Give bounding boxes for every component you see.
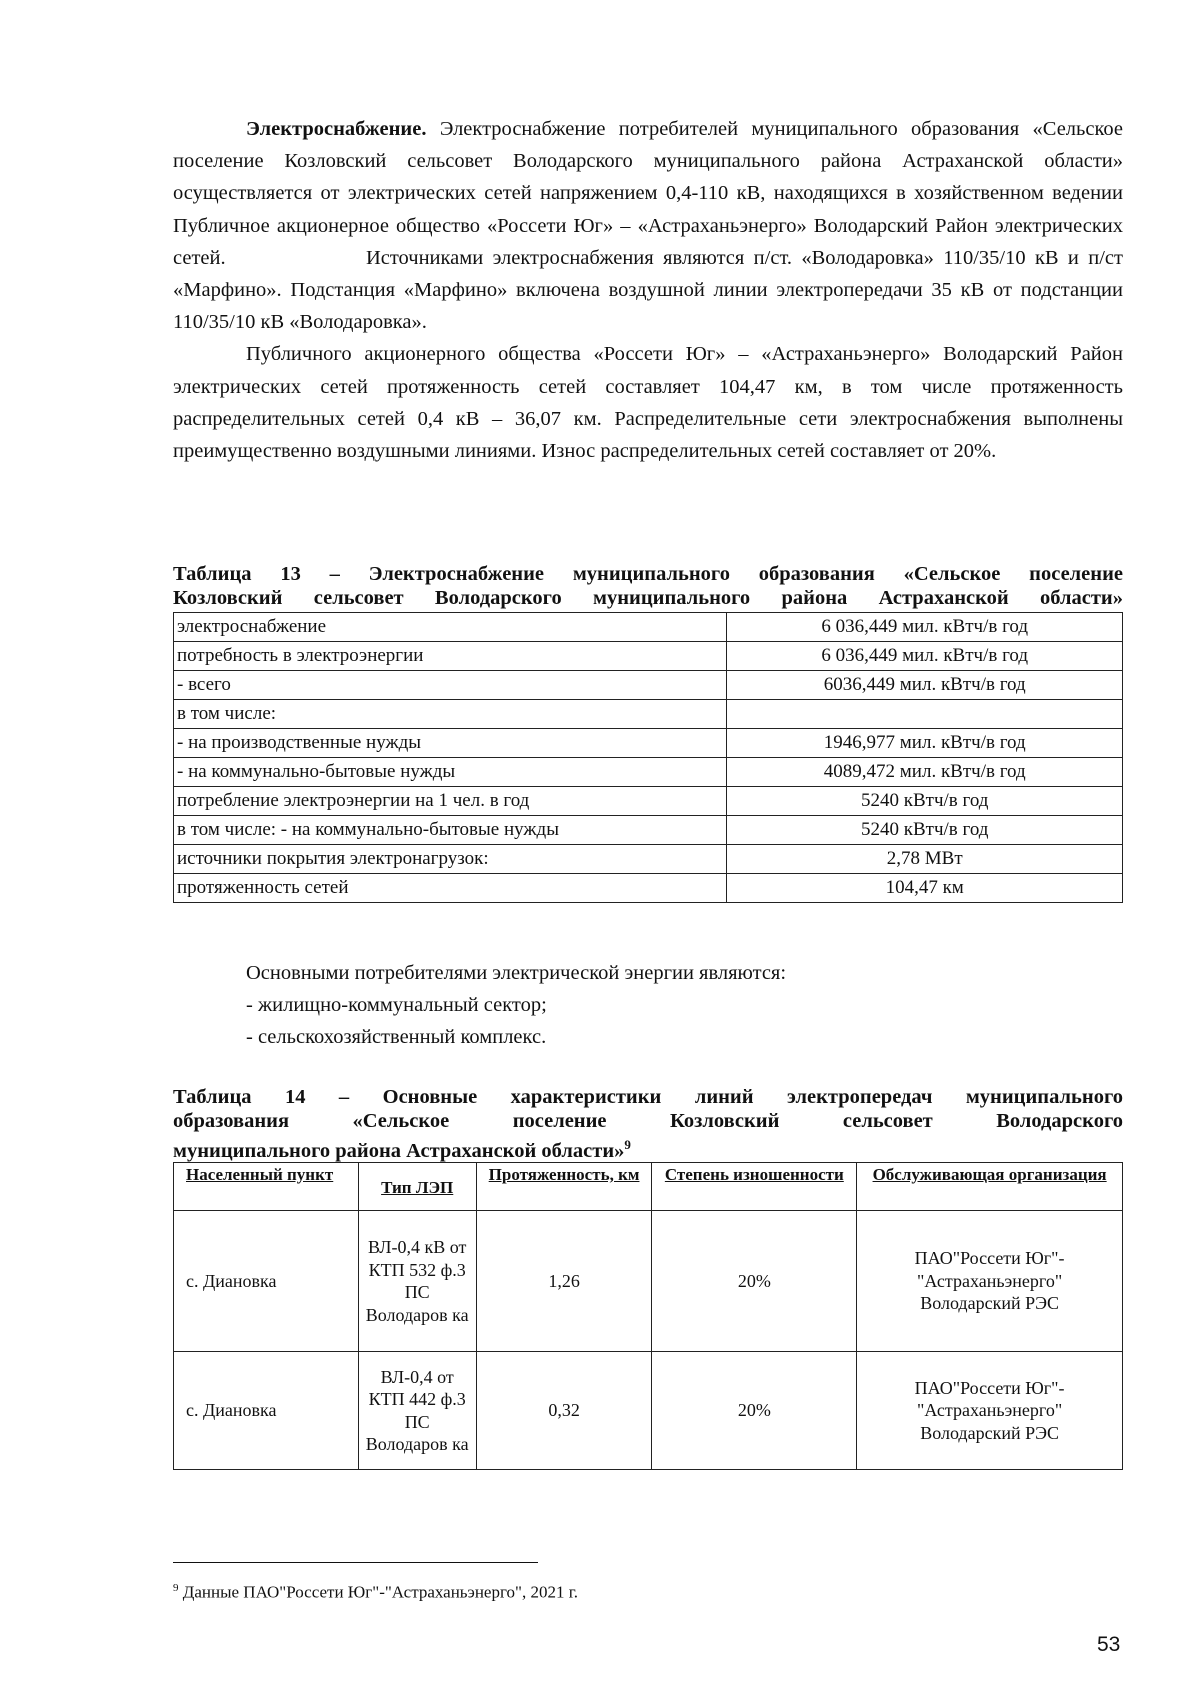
table-cell-label: в том числе: — [174, 700, 727, 729]
consumers-intro: Основными потребителями электрической энергии являются: — [246, 962, 787, 984]
cell-settlement: с. Диановка — [174, 1352, 359, 1470]
footnote-text: Данные ПАО"Россети Юг"-"Астраханьэнерго", 2021 г. — [178, 1582, 579, 1602]
intro-section — [173, 113, 1123, 467]
table-row — [174, 787, 1123, 816]
cell-wear: 20% — [652, 1352, 857, 1470]
table13-caption-line-1: Таблица 13 – Электроснабжение муниципального образования «Сельское поселение — [173, 563, 1123, 585]
table-cell-value: 6 036,449 мил. кВтч/в год — [727, 642, 1123, 671]
table-row — [174, 845, 1123, 874]
header-settlement: Населенный пункт — [174, 1163, 359, 1211]
table-cell-label: - на производственные нужды — [174, 729, 727, 758]
footnote-mark: 9 — [173, 1582, 179, 1594]
table-row — [174, 729, 1123, 758]
page-number: 53 — [1097, 1633, 1121, 1656]
cell-wear: 20% — [652, 1211, 857, 1352]
cell-length: 0,32 — [476, 1352, 652, 1470]
table-cell-value: 6036,449 мил. кВтч/в год — [727, 671, 1123, 700]
table-cell-label: потребление электроэнергии на 1 чел. в год — [174, 787, 727, 816]
table-row — [174, 700, 1123, 729]
table14-caption-line-1: Таблица 14 – Основные характеристики линий электропередач муниципального — [173, 1086, 1123, 1108]
footnote-divider — [173, 1562, 538, 1563]
table-cell-value: 1946,977 мил. кВтч/в год — [727, 729, 1123, 758]
table14-caption — [173, 1085, 1123, 1163]
table-row — [174, 816, 1123, 845]
table-row — [174, 1352, 1123, 1470]
table-cell-value — [727, 700, 1123, 729]
table14-caption-line-3 — [173, 1133, 1123, 1163]
table-row — [174, 642, 1123, 671]
cell-line-type: ВЛ-0,4 от КТП 442 ф.3 ПС Володаров ка — [358, 1352, 476, 1470]
table-cell-value: 6 036,449 мил. кВтч/в год — [727, 613, 1123, 642]
table-cell-value: 104,47 км — [727, 874, 1123, 903]
table-row — [174, 671, 1123, 700]
table-cell-label: - на коммунально-бытовые нужды — [174, 758, 727, 787]
header-wear: Степень изношенности — [652, 1163, 857, 1211]
cell-length: 1,26 — [476, 1211, 652, 1352]
section-heading: Электроснабжение. — [246, 118, 427, 140]
table-header-row — [174, 1163, 1123, 1211]
table-cell-label: протяженность сетей — [174, 874, 727, 903]
table14 — [173, 1162, 1123, 1470]
footnote-reference: 9 — [624, 1137, 631, 1152]
table14-caption-line-3-text: муниципального района Астраханской области» — [173, 1139, 625, 1162]
table-row — [174, 613, 1123, 642]
intro-paragraph-1 — [173, 113, 1123, 338]
table-cell-label: в том числе: - на коммунально-бытовые нужды — [174, 816, 727, 845]
header-organization: Обслуживающая организация — [857, 1163, 1123, 1211]
footnote — [173, 1577, 578, 1604]
table-row — [174, 1211, 1123, 1352]
list-item: - жилищно-коммунальный сектор; — [246, 994, 547, 1016]
cell-settlement: с. Диановка — [174, 1211, 359, 1352]
table-row — [174, 874, 1123, 903]
table13 — [173, 612, 1123, 903]
header-line-type: Тип ЛЭП — [358, 1163, 476, 1211]
table13-caption — [173, 562, 1123, 610]
list-item: - сельскохозяйственный комплекс. — [246, 1026, 547, 1048]
table-cell-label: электроснабжение — [174, 613, 727, 642]
table-cell-value: 5240 кВтч/в год — [727, 816, 1123, 845]
table-cell-label: потребность в электроэнергии — [174, 642, 727, 671]
table-cell-label: источники покрытия электронагрузок: — [174, 845, 727, 874]
table-cell-value: 4089,472 мил. кВтч/в год — [727, 758, 1123, 787]
cell-organization: ПАО"Россети Юг"- "Астраханьэнерго" Володарский РЭС — [857, 1211, 1123, 1352]
consumers-list — [246, 957, 786, 1053]
table-cell-label: - всего — [174, 671, 727, 700]
table-cell-value: 5240 кВтч/в год — [727, 787, 1123, 816]
cell-organization: ПАО"Россети Юг"- "Астраханьэнерго" Володарский РЭС — [857, 1352, 1123, 1470]
intro-paragraph-1-text: Электроснабжение потребителей муниципального образования «Сельское поселение Козловский сельсовет Володарского муниципального района Астраханской области» осуществляется от электрических сетей напряжением 0,4-110 кВ, находящихся в хозяйственном ведении Публичное акционерное общество «Россети Юг» – «Астраханьэнерго» Володарский Район электрических сетей. Источниками электроснабжения являются п/ст. «Володаровка» 110/35/10 кВ и п/ст «Марфино». Подстанция «Марфино» включена воздушной линии электропередачи 35 кВ от подстанции 110/35/10 кВ «Володаровка». — [173, 118, 1123, 334]
header-length: Протяженность, км — [476, 1163, 652, 1211]
table14-caption-line-2: образования «Сельское поселение Козловский сельсовет Володарского — [173, 1110, 1123, 1132]
cell-line-type: ВЛ-0,4 кВ от КТП 532 ф.3 ПС Володаров ка — [358, 1211, 476, 1352]
table13-caption-line-2: Козловский сельсовет Володарского муниципального района Астраханской области» — [173, 587, 1123, 609]
intro-paragraph-2: Публичного акционерного общества «Россети Юг» – «Астраханьэнерго» Володарский Район электрических сетей протяженность сетей составляет 104,47 км, в том числе протяженность распределительных сетей 0,4 кВ – 36,07 км. Распределительные сети электроснабжения выполнены преимущественно воздушными линиями. Износ распределительных сетей составляет от 20%. — [173, 343, 1123, 463]
table-cell-value: 2,78 МВт — [727, 845, 1123, 874]
table-row — [174, 758, 1123, 787]
